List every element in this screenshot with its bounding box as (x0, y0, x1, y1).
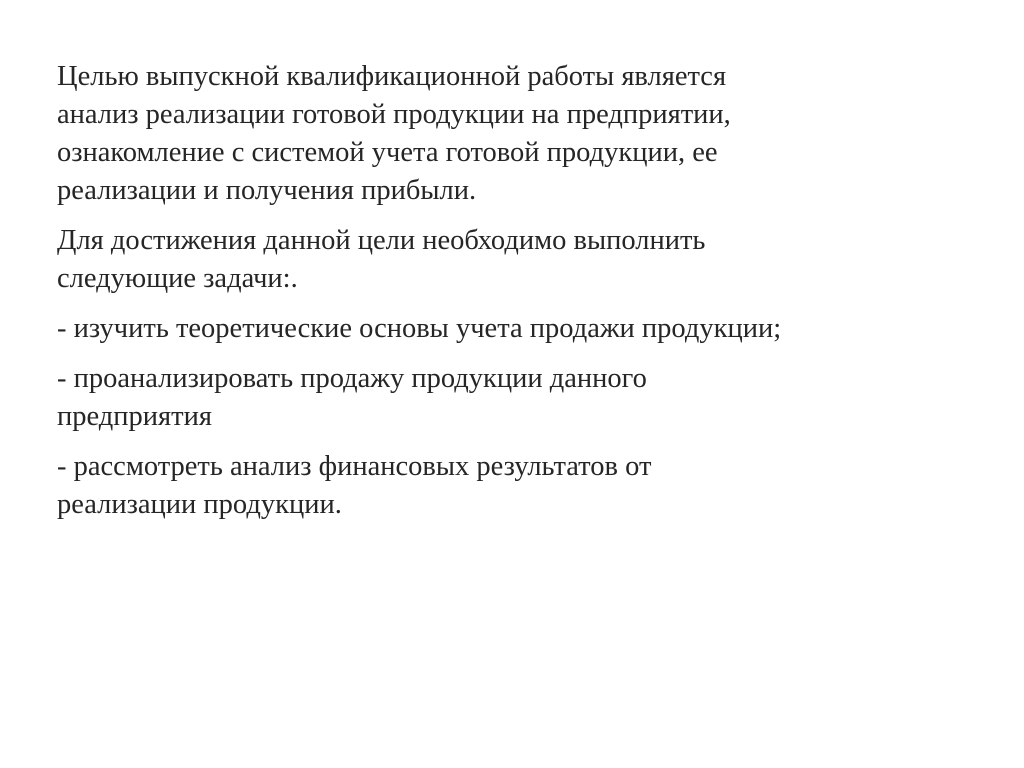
goal-paragraph (57, 58, 964, 210)
text-line: - изучить теоретические основы учета продажи продукции; (57, 313, 782, 344)
text-line: - рассмотреть анализ финансовых результатов от (57, 451, 652, 482)
task-item (57, 448, 964, 524)
text-line: анализ реализации готовой продукции на предприятии, (57, 99, 731, 130)
text-line: реализации продукции. (57, 489, 342, 520)
text-line: - проанализировать продажу продукции данного (57, 363, 647, 394)
text-line: ознакомление с системой учета готовой продукции, ее (57, 137, 718, 168)
task-item (57, 360, 964, 436)
text-line: предприятия (57, 401, 212, 432)
text-line: Для достижения данной цели необходимо выполнить (57, 225, 706, 256)
text-line: следующие задачи:. (57, 263, 298, 294)
text-line: Целью выпускной квалификационной работы является (57, 61, 727, 92)
tasks-intro-paragraph (57, 222, 964, 298)
text-line: реализации и получения прибыли. (57, 175, 477, 206)
task-item (57, 310, 964, 348)
